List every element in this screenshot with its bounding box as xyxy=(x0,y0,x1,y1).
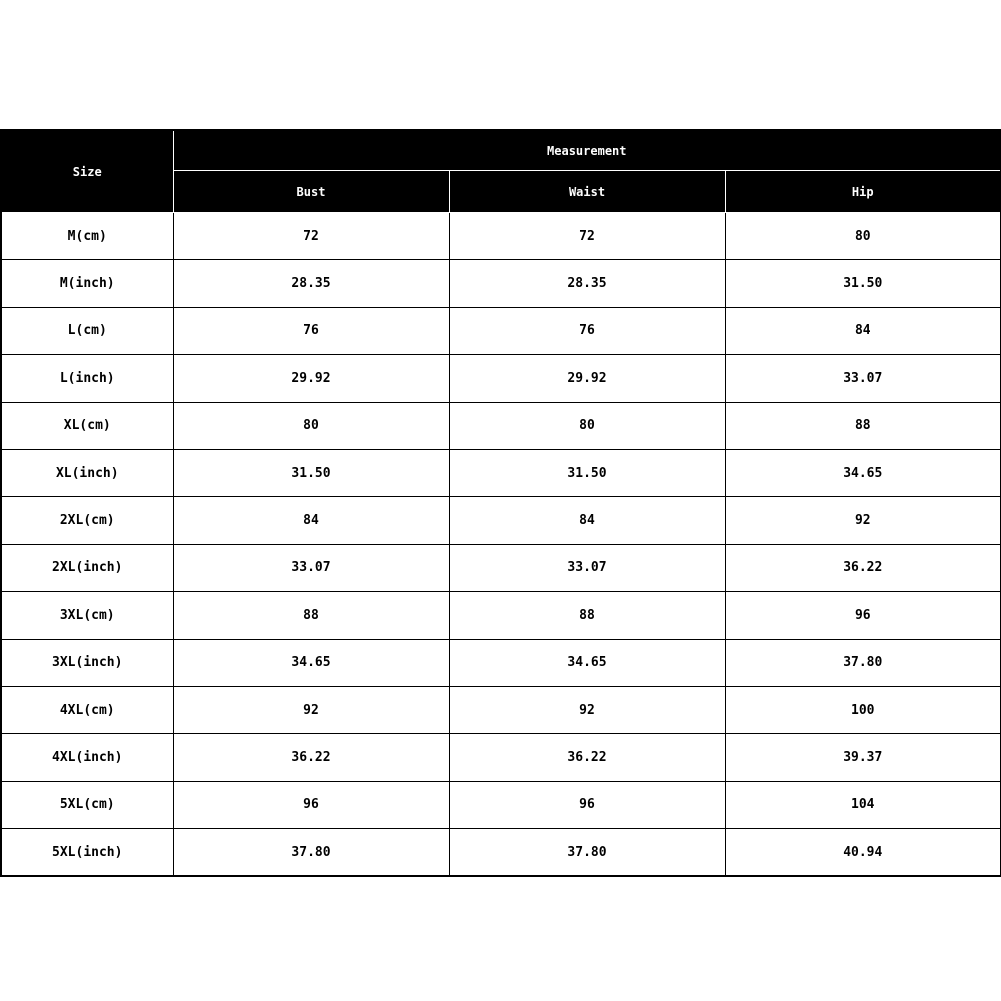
hip-cell: 33.07 xyxy=(725,355,1001,402)
hip-cell: 37.80 xyxy=(725,639,1001,686)
measurement-group-header: Measurement xyxy=(173,130,1001,171)
hip-cell: 31.50 xyxy=(725,260,1001,307)
bust-cell: 92 xyxy=(173,686,449,733)
table-row xyxy=(1,781,1001,828)
bust-cell: 31.50 xyxy=(173,449,449,496)
size-chart-table xyxy=(0,129,1001,877)
table-row xyxy=(1,544,1001,591)
size-cell: 4XL(cm) xyxy=(1,686,173,733)
hip-cell: 100 xyxy=(725,686,1001,733)
size-cell: XL(cm) xyxy=(1,402,173,449)
size-cell: 4XL(inch) xyxy=(1,734,173,781)
table-row xyxy=(1,592,1001,639)
waist-cell: 96 xyxy=(449,781,725,828)
bust-cell: 29.92 xyxy=(173,355,449,402)
waist-cell: 80 xyxy=(449,402,725,449)
table-row xyxy=(1,307,1001,354)
hip-cell: 88 xyxy=(725,402,1001,449)
hip-cell: 84 xyxy=(725,307,1001,354)
waist-cell: 28.35 xyxy=(449,260,725,307)
waist-cell: 29.92 xyxy=(449,355,725,402)
size-cell: M(cm) xyxy=(1,213,173,260)
size-cell: 5XL(cm) xyxy=(1,781,173,828)
size-cell: 5XL(inch) xyxy=(1,829,173,877)
table-row xyxy=(1,402,1001,449)
table-row xyxy=(1,829,1001,877)
hip-cell: 80 xyxy=(725,213,1001,260)
bust-column-header: Bust xyxy=(173,171,449,213)
waist-cell: 84 xyxy=(449,497,725,544)
hip-cell: 39.37 xyxy=(725,734,1001,781)
size-cell: 3XL(cm) xyxy=(1,592,173,639)
bust-cell: 36.22 xyxy=(173,734,449,781)
waist-cell: 34.65 xyxy=(449,639,725,686)
hip-cell: 104 xyxy=(725,781,1001,828)
bust-cell: 88 xyxy=(173,592,449,639)
waist-cell: 36.22 xyxy=(449,734,725,781)
table-row xyxy=(1,260,1001,307)
table-row xyxy=(1,686,1001,733)
size-cell: M(inch) xyxy=(1,260,173,307)
size-cell: XL(inch) xyxy=(1,449,173,496)
size-cell: 3XL(inch) xyxy=(1,639,173,686)
hip-cell: 92 xyxy=(725,497,1001,544)
waist-cell: 37.80 xyxy=(449,829,725,877)
hip-cell: 34.65 xyxy=(725,449,1001,496)
table-row xyxy=(1,734,1001,781)
bust-cell: 96 xyxy=(173,781,449,828)
hip-cell: 36.22 xyxy=(725,544,1001,591)
waist-cell: 76 xyxy=(449,307,725,354)
table-row xyxy=(1,449,1001,496)
bust-cell: 34.65 xyxy=(173,639,449,686)
waist-cell: 88 xyxy=(449,592,725,639)
size-chart-header xyxy=(1,130,1001,213)
size-cell: 2XL(cm) xyxy=(1,497,173,544)
waist-cell: 72 xyxy=(449,213,725,260)
hip-cell: 40.94 xyxy=(725,829,1001,877)
size-chart-body xyxy=(1,213,1001,877)
hip-column-header: Hip xyxy=(725,171,1001,213)
bust-cell: 80 xyxy=(173,402,449,449)
table-row xyxy=(1,213,1001,260)
bust-cell: 37.80 xyxy=(173,829,449,877)
table-row xyxy=(1,355,1001,402)
hip-cell: 96 xyxy=(725,592,1001,639)
size-cell: L(cm) xyxy=(1,307,173,354)
waist-cell: 31.50 xyxy=(449,449,725,496)
table-row xyxy=(1,497,1001,544)
bust-cell: 76 xyxy=(173,307,449,354)
size-cell: L(inch) xyxy=(1,355,173,402)
bust-cell: 33.07 xyxy=(173,544,449,591)
size-cell: 2XL(inch) xyxy=(1,544,173,591)
waist-cell: 92 xyxy=(449,686,725,733)
table-row xyxy=(1,639,1001,686)
bust-cell: 28.35 xyxy=(173,260,449,307)
waist-column-header: Waist xyxy=(449,171,725,213)
bust-cell: 84 xyxy=(173,497,449,544)
bust-cell: 72 xyxy=(173,213,449,260)
size-column-header: Size xyxy=(1,130,173,213)
waist-cell: 33.07 xyxy=(449,544,725,591)
